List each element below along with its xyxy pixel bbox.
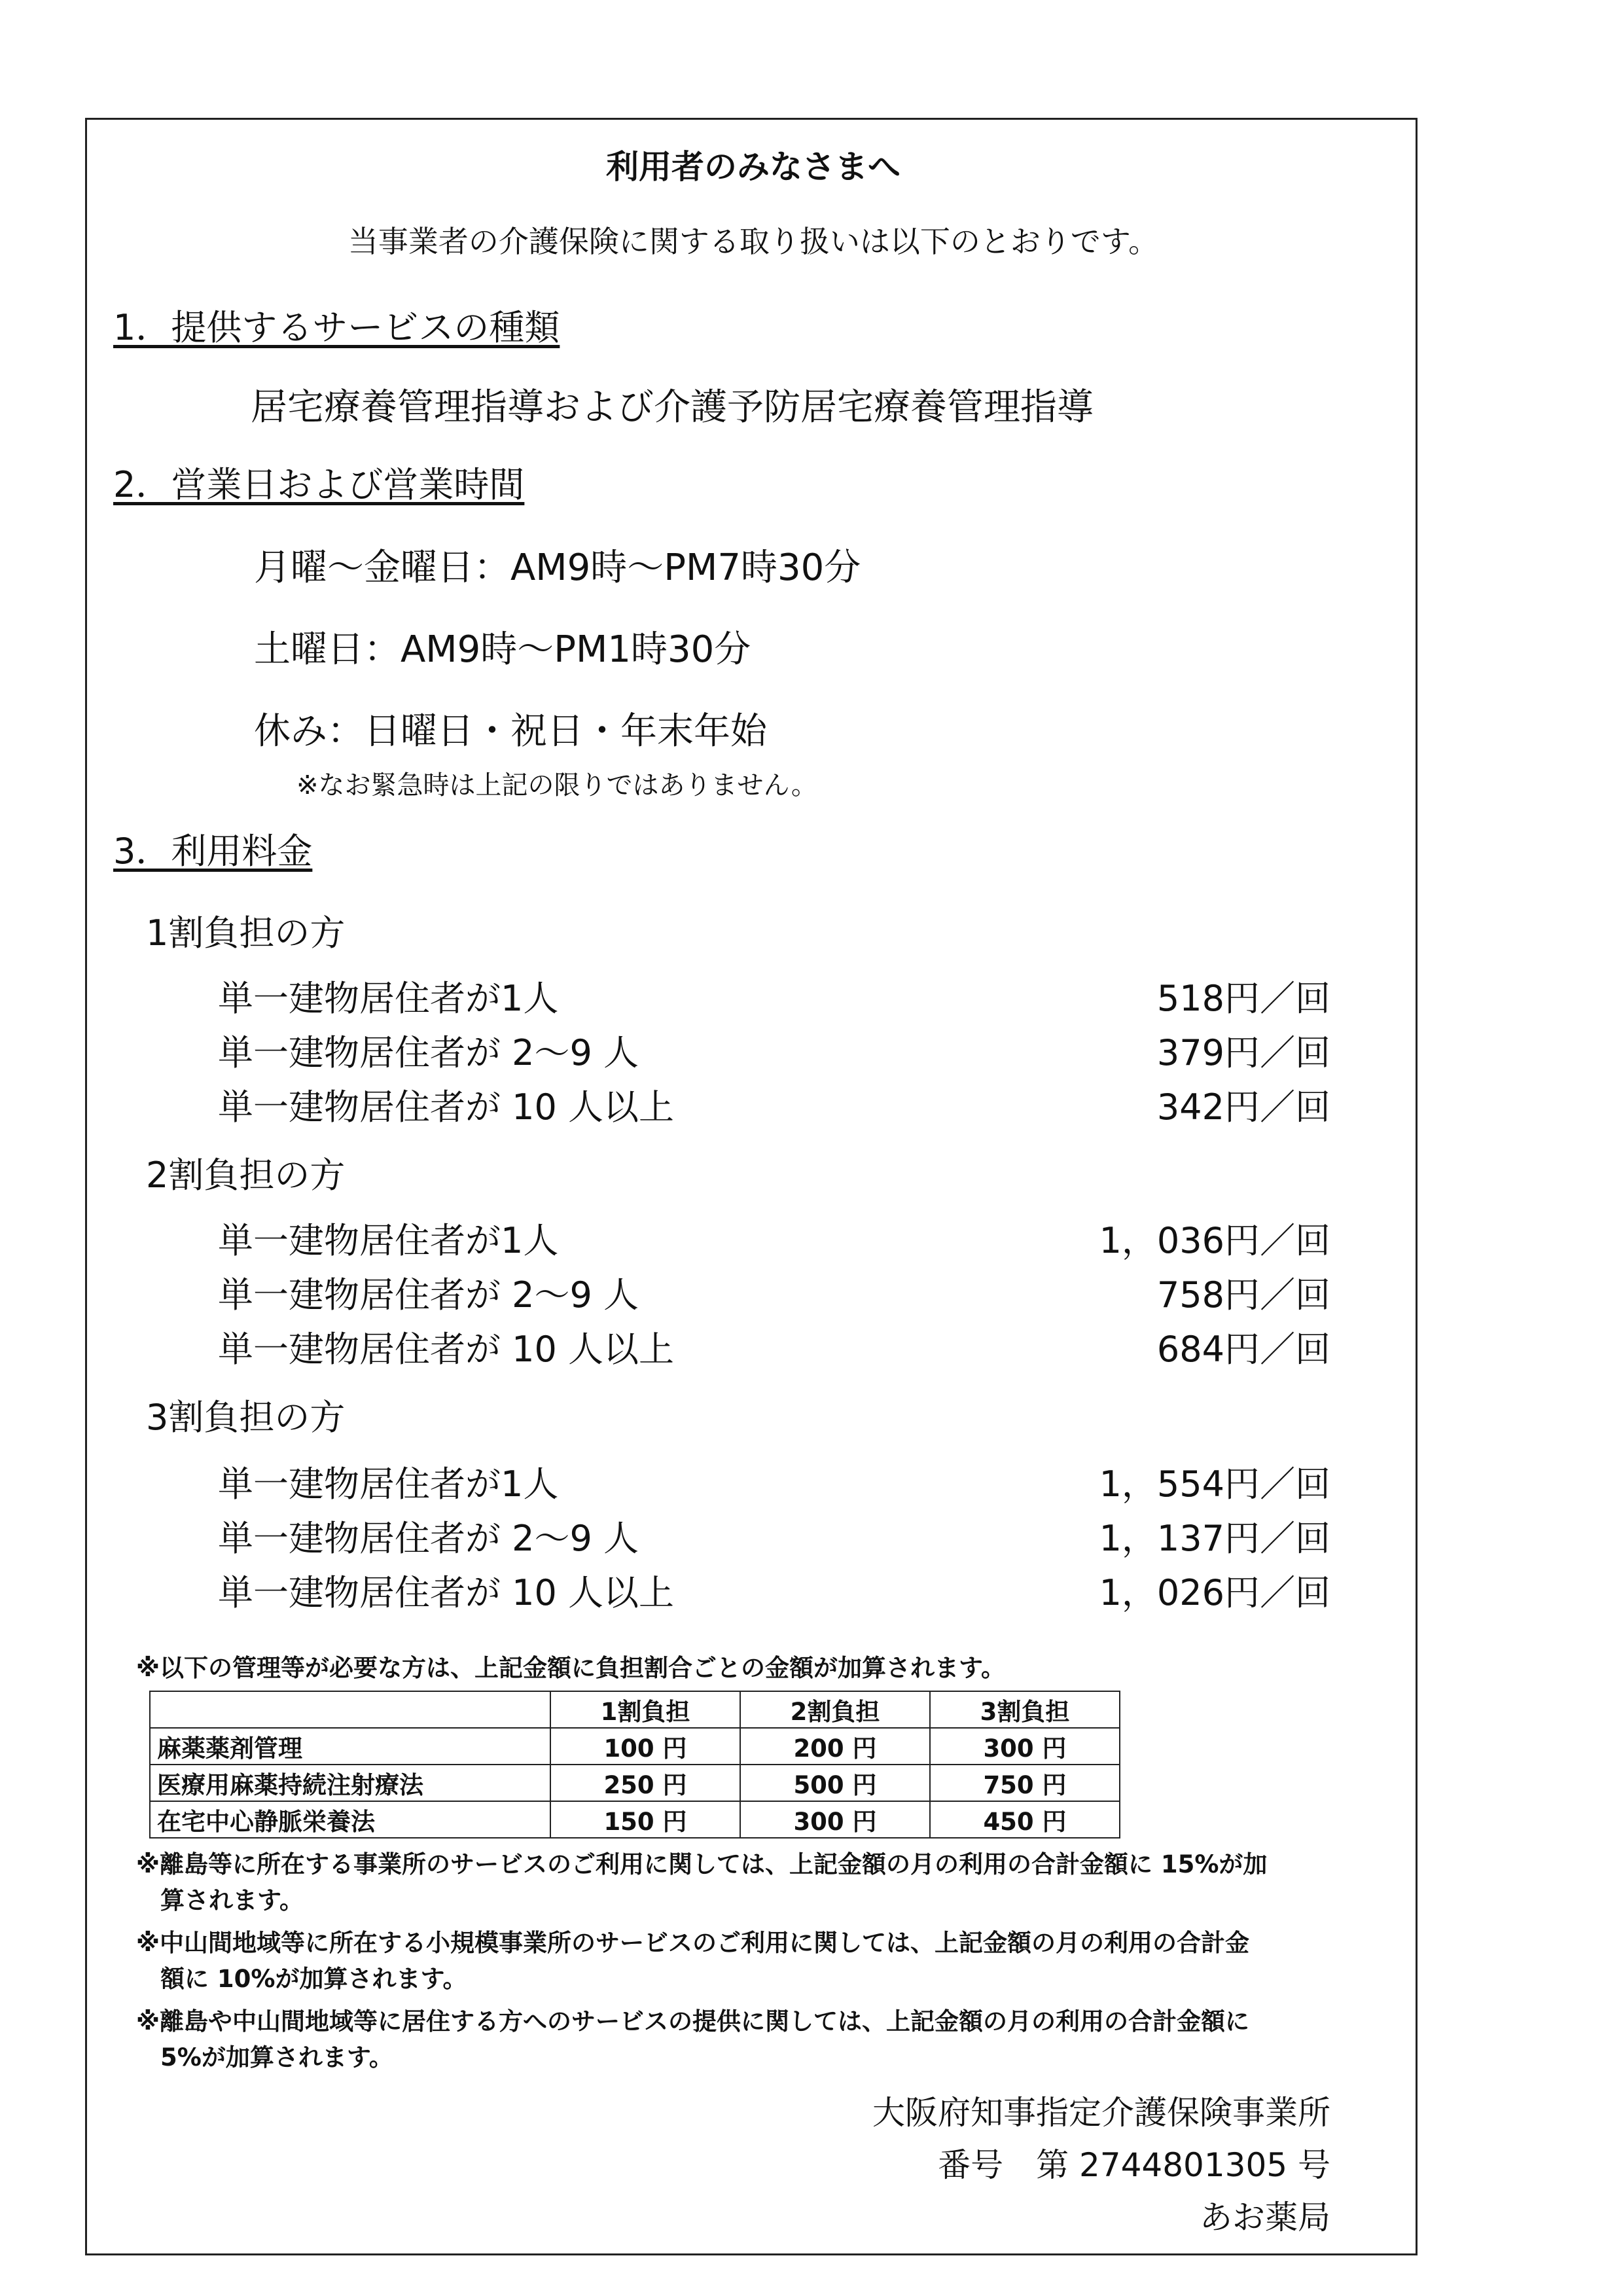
table-header-cell: [150, 1691, 550, 1728]
fee-row-label: 単一建物居住者が1人: [218, 978, 559, 1019]
fee-row-label: 単一建物居住者が 10 人以上: [218, 1086, 675, 1128]
fee-row-label: 単一建物居住者が 10 人以上: [218, 1572, 675, 1613]
tier-label: 2割負担の方: [146, 1155, 346, 1196]
table-cell: 在宅中心静脈栄養法: [150, 1801, 550, 1838]
table-cell: 250 円: [550, 1765, 740, 1801]
table-cell: 100 円: [550, 1728, 740, 1765]
emergency-note: ※なお緊急時は上記の限りではありません。: [296, 770, 817, 800]
additional-note: ※以下の管理等が必要な方は、上記金額に負担割合ごとの金額が加算されます。: [136, 1654, 1006, 1682]
designation-text: 大阪府知事指定介護保険事業所: [872, 2094, 1330, 2132]
table-cell: 300 円: [930, 1728, 1120, 1765]
weekday-hours: 月曜～金曜日：AM9時～PM7時30分: [254, 547, 861, 589]
fee-row-label: 単一建物居住者が1人: [218, 1220, 559, 1261]
table-cell: 150 円: [550, 1801, 740, 1838]
section2-heading: 2．営業日および営業時間: [113, 464, 525, 505]
table-row: [150, 1765, 1120, 1801]
table-cell: 300 円: [740, 1801, 930, 1838]
document-frame: [85, 118, 1418, 2255]
fee-row-price: 1，554円／回: [1099, 1463, 1330, 1505]
table-cell: 750 円: [930, 1765, 1120, 1801]
section3-heading: 3．利用料金: [113, 831, 313, 872]
fee-row-label: 単一建物居住者が1人: [218, 1463, 559, 1505]
fee-row-label: 単一建物居住者が 2～9 人: [218, 1032, 639, 1073]
surcharge-note-line: 額に 10%が加算されます。: [160, 1965, 467, 1993]
table-cell: 医療用麻薬持続注射療法: [150, 1765, 550, 1801]
table-row: [150, 1728, 1120, 1765]
additional-fee-table: [149, 1691, 1120, 1839]
fee-row-price: 379円／回: [1156, 1032, 1330, 1073]
table-header-cell: 3割負担: [930, 1691, 1120, 1728]
fee-row-price: 1，036円／回: [1099, 1220, 1330, 1261]
intro-text: 当事業者の介護保険に関する取り扱いは以下のとおりです。: [348, 224, 1159, 259]
section1-heading: 1．提供するサービスの種類: [113, 307, 560, 348]
fee-row-price: 684円／回: [1156, 1329, 1330, 1370]
table-header-cell: 2割負担: [740, 1691, 930, 1728]
surcharge-note-line: ※離島や中山間地域等に居住する方へのサービスの提供に関しては、上記金額の月の利用の合計金額に: [136, 2007, 1249, 2036]
tier-label: 1割負担の方: [146, 912, 346, 954]
saturday-hours: 土曜日：AM9時～PM1時30分: [254, 628, 751, 671]
holiday-text: 休み：日曜日・祝日・年末年始: [254, 710, 767, 753]
surcharge-note-line: ※離島等に所在する事業所のサービスのご利用に関しては、上記金額の月の利用の合計金額に 15%が加: [136, 1850, 1268, 1878]
fee-row-price: 518円／回: [1156, 978, 1330, 1019]
table-cell: 麻薬薬剤管理: [150, 1728, 550, 1765]
designation-number: 番号 第 2744801305 号: [938, 2146, 1330, 2184]
fee-row-label: 単一建物居住者が 10 人以上: [218, 1329, 675, 1370]
page-title: 利用者のみなさまへ: [606, 148, 901, 186]
surcharge-note-line: 算されます。: [160, 1886, 304, 1914]
table-cell: 450 円: [930, 1801, 1120, 1838]
pharmacy-name: あお薬局: [1200, 2198, 1330, 2236]
fee-row-price: 342円／回: [1156, 1086, 1330, 1128]
fee-row-label: 単一建物居住者が 2～9 人: [218, 1274, 639, 1316]
table-header-row: [150, 1691, 1120, 1728]
surcharge-note-line: ※中山間地域等に所在する小規模事業所のサービスのご利用に関しては、上記金額の月の利用の合計金: [136, 1929, 1249, 1957]
table-header-cell: 1割負担: [550, 1691, 740, 1728]
table-cell: 200 円: [740, 1728, 930, 1765]
table-cell: 500 円: [740, 1765, 930, 1801]
table-row: [150, 1801, 1120, 1838]
tier-label: 3割負担の方: [146, 1397, 346, 1438]
service-type-text: 居宅療養管理指導および介護予防居宅療養管理指導: [251, 386, 1094, 429]
surcharge-note-line: 5%が加算されます。: [160, 2043, 393, 2072]
fee-row-price: 1，137円／回: [1099, 1518, 1330, 1559]
fee-row-label: 単一建物居住者が 2～9 人: [218, 1518, 639, 1559]
fee-row-price: 758円／回: [1156, 1274, 1330, 1316]
fee-row-price: 1，026円／回: [1099, 1572, 1330, 1613]
